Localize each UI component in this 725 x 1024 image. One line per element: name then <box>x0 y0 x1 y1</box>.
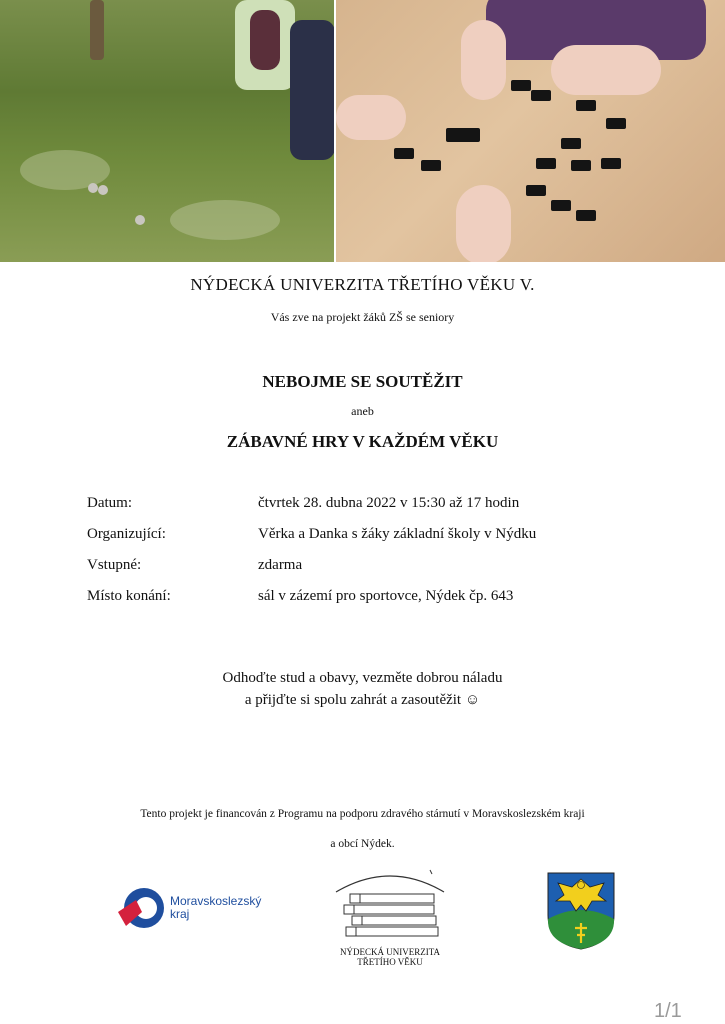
books-icon <box>330 866 450 940</box>
page-number: 1/1 <box>654 1000 682 1022</box>
detail-value: zdarma <box>258 557 303 573</box>
funding-line-1: Tento projekt je financován z Programu na podporu zdravého stárnutí v Moravskoslezském kraji <box>140 808 585 820</box>
nydek-coat-of-arms <box>546 871 616 956</box>
closing-line-1: Odhoďte stud a obavy, vezměte dobrou náladu <box>222 670 503 686</box>
organizer-heading: NÝDECKÁ UNIVERZITA TŘETÍHO VĚKU V. <box>190 275 535 294</box>
event-subtitle: ZÁBAVNÉ HRY V KAŽDÉM VĚKU <box>226 432 499 451</box>
detail-label: Vstupné: <box>87 557 142 573</box>
region-logo-line-1: Moravskoslezský <box>170 894 262 908</box>
region-emblem-icon <box>116 886 166 930</box>
detail-value: čtvrtek 28. dubna 2022 v 15:30 až 17 hodin <box>258 495 520 511</box>
funding-note <box>0 799 725 859</box>
coat-of-arms-icon <box>546 871 616 951</box>
univ-logo-line-2: TŘETÍHO VĚKU <box>357 957 423 967</box>
detail-value: sál v zázemí pro sportovce, Nýdek čp. 643 <box>258 588 514 604</box>
detail-label: Datum: <box>87 495 132 511</box>
closing-message <box>0 667 725 711</box>
photo-petanque-lawn <box>0 0 334 262</box>
detail-label: Organizující: <box>87 526 166 542</box>
closing-line-2: a přijďte si spolu zahrát a zasoutěžit ☺ <box>244 692 481 708</box>
region-logo-line-2: kraj <box>170 907 190 921</box>
university-logo <box>325 866 455 967</box>
header-photos <box>0 0 725 262</box>
detail-row-organizers <box>87 526 536 557</box>
event-connector: aneb <box>351 404 374 418</box>
invite-line: Vás zve na projekt žáků ZŠ se seniory <box>270 310 455 324</box>
detail-row-date <box>87 495 536 526</box>
univ-logo-line-1: NÝDECKÁ UNIVERZITA <box>339 947 440 957</box>
event-details <box>87 495 536 619</box>
detail-row-venue <box>87 588 536 619</box>
event-title: NEBOJME SE SOUTĚŽIT <box>262 372 463 391</box>
moravskoslezsky-kraj-logo <box>116 886 261 930</box>
detail-row-admission <box>87 557 536 588</box>
detail-label: Místo konání: <box>87 588 171 604</box>
photo-dominoes-table <box>336 0 725 262</box>
detail-value: Věrka a Danka s žáky základní školy v Nýdku <box>258 526 537 542</box>
funding-line-2: a obcí Nýdek. <box>330 838 395 850</box>
